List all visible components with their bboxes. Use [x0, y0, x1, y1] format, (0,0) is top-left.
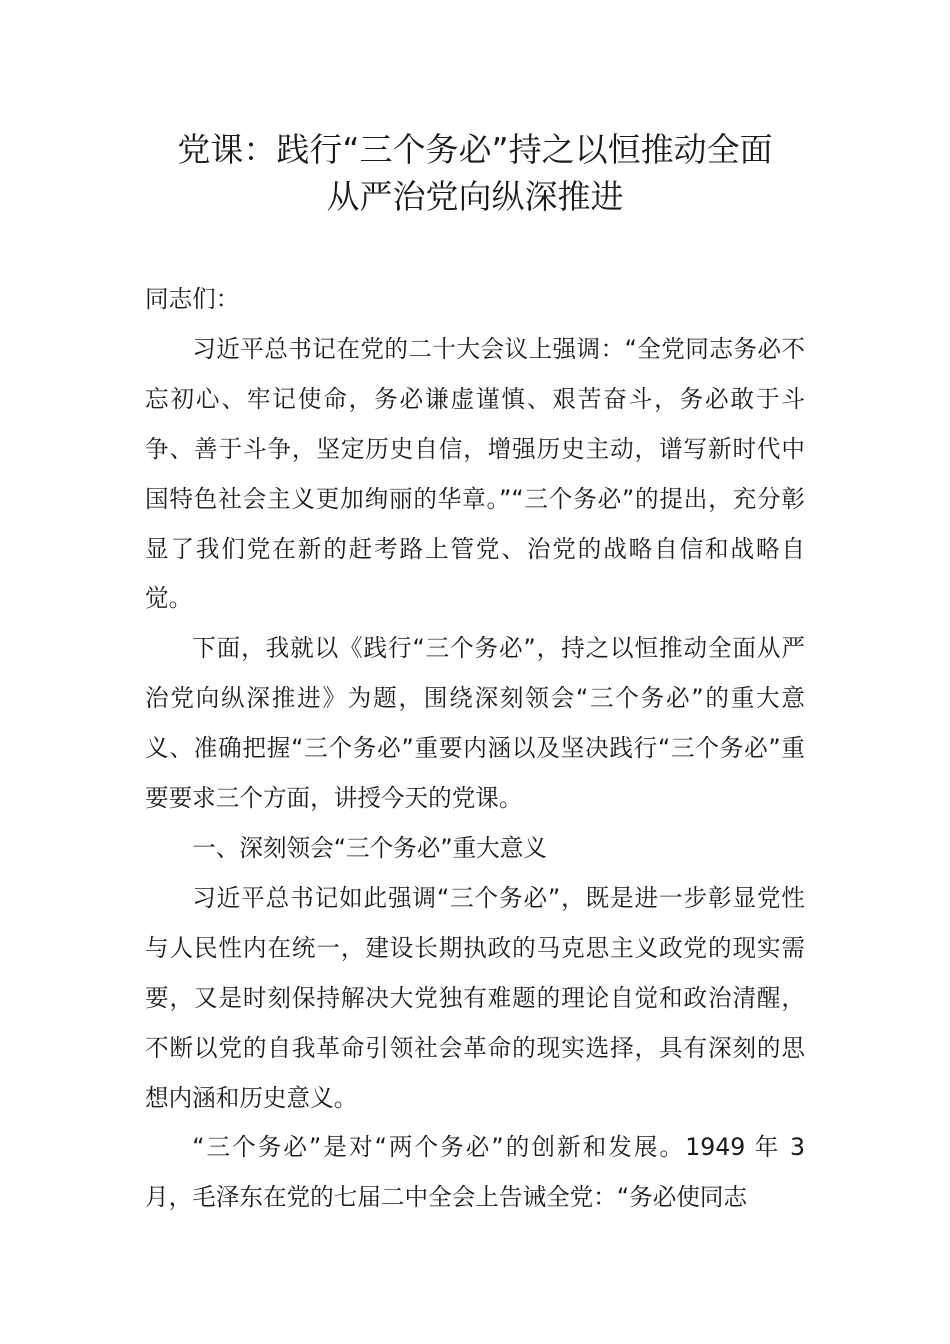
document-body: [145, 275, 805, 1223]
salutation: 同志们：: [145, 285, 240, 313]
section-paragraph-1: 习近平总书记如此强调“三个务必”，既是进一步彰显党性与人民性内在统一，建设长期执政的马克思主义政党的现实需要，又是时刻保持解决大党独有难题的理论自觉和政治清醒，不断以党的自我革命引领社会革命的现实选择，具有深刻的思想内涵和历史意义。: [145, 883, 805, 1112]
title-line-2: 从严治党向纵深推进: [326, 177, 624, 216]
paragraph-1: 习近平总书记在党的二十大会议上强调：“全党同志务必不忘初心、牢记使命，务必谦虚谨慎、艰苦奋斗，务必敢于斗争、善于斗争，坚定历史自信，增强历史主动，谱写新时代中国特色社会主义更加绚丽的华章。”“三个务必”的提出，充分彰显了我们党在新的赶考路上管党、治党的战略自信和战略自觉。: [145, 334, 805, 613]
document-title: [145, 126, 805, 220]
title-line-1: 党课：践行“三个务必”持之以恒推动全面: [177, 130, 773, 169]
paragraph-2: 下面，我就以《践行“三个务必”，持之以恒推动全面从严治党向纵深推进》为题，围绕深刻领会“三个务必”的重大意义、准确把握“三个务必”重要内涵以及坚决践行“三个务必”重要要求三个方面，讲授今天的党课。: [145, 634, 805, 813]
section-paragraph-2: “三个务必”是对“两个务必”的创新和发展。1949 年 3 月，毛泽东在党的七届二中全会上告诫全党：“务必使同志: [145, 1133, 805, 1212]
section-heading: 一、深刻领会“三个务必”重大意义: [192, 833, 547, 862]
